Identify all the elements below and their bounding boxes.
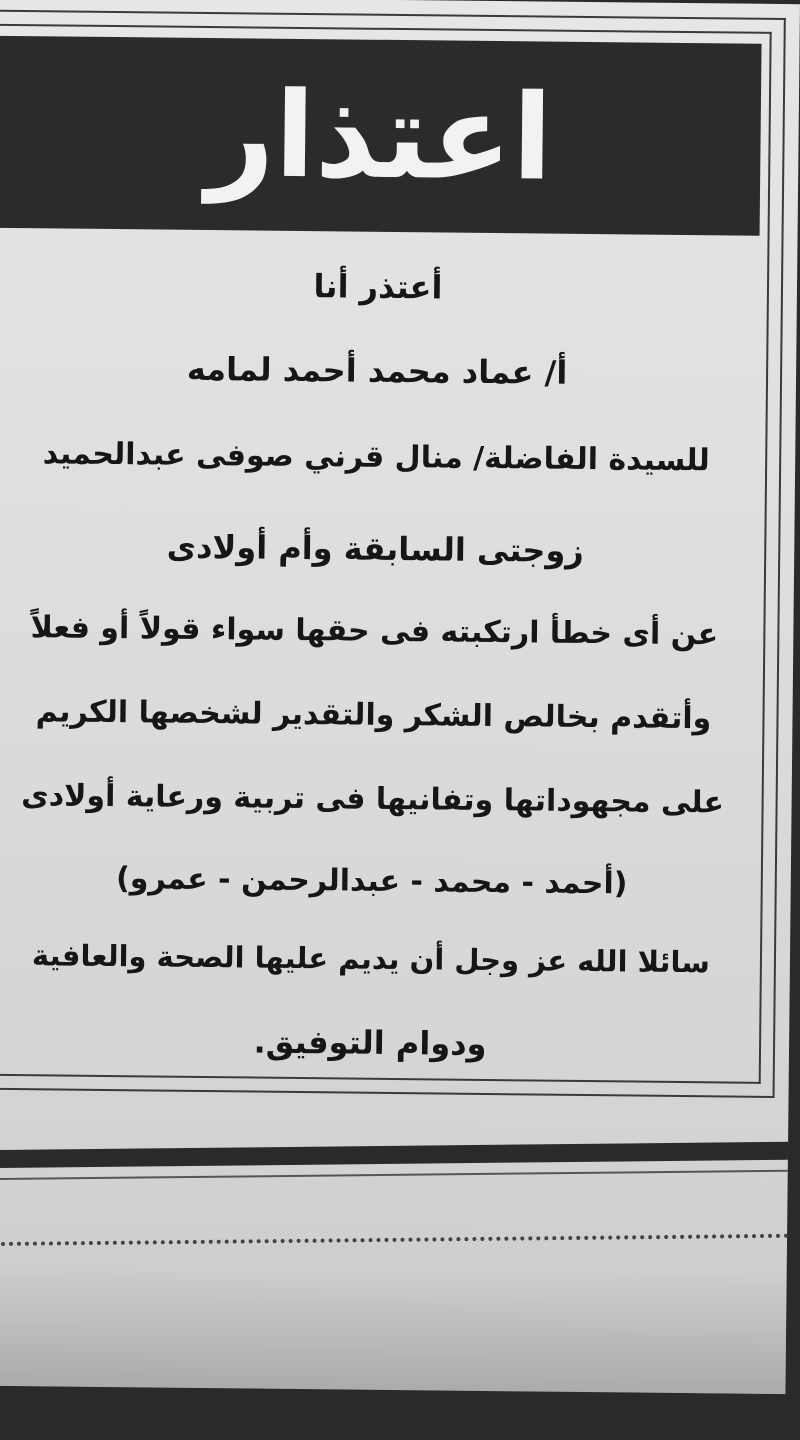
apology-line: وأتقدم بخالص الشكر والتقدير لشخصها الكريم (35, 694, 712, 737)
apology-line: على مجهوداتها وتفانيها فى تربية ورعاية أولادى (21, 778, 725, 821)
apology-body (0, 236, 759, 1074)
apology-line: أ/ عماد محمد أحمد لمامه (186, 349, 568, 392)
section-rule-thin (0, 1170, 798, 1181)
ad-title: اعتذار (205, 64, 554, 207)
section-rule-dotted (0, 1234, 797, 1247)
section-rule-thick (0, 1142, 798, 1169)
apology-line: سائلا الله عز وجل أن يديم عليها الصحة والعافية (31, 938, 711, 980)
apology-line: ودوام التوفيق. (253, 1022, 487, 1063)
apology-line: (أحمد - محمد - عبدالرحمن - عمرو) (115, 861, 628, 902)
title-banner (0, 36, 762, 236)
apology-line: للسيدة الفاضلة/ منال قرني صوفى عبدالحميد (42, 436, 710, 479)
apology-line: عن أى خطأ ارتكبته فى حقها سواء قولاً أو فعلاً (30, 610, 719, 653)
apology-line: أعتذر أنا (313, 267, 443, 307)
page-shadow (0, 1266, 787, 1394)
apology-line: زوجتى السابقة وأم أولادى (166, 527, 584, 570)
